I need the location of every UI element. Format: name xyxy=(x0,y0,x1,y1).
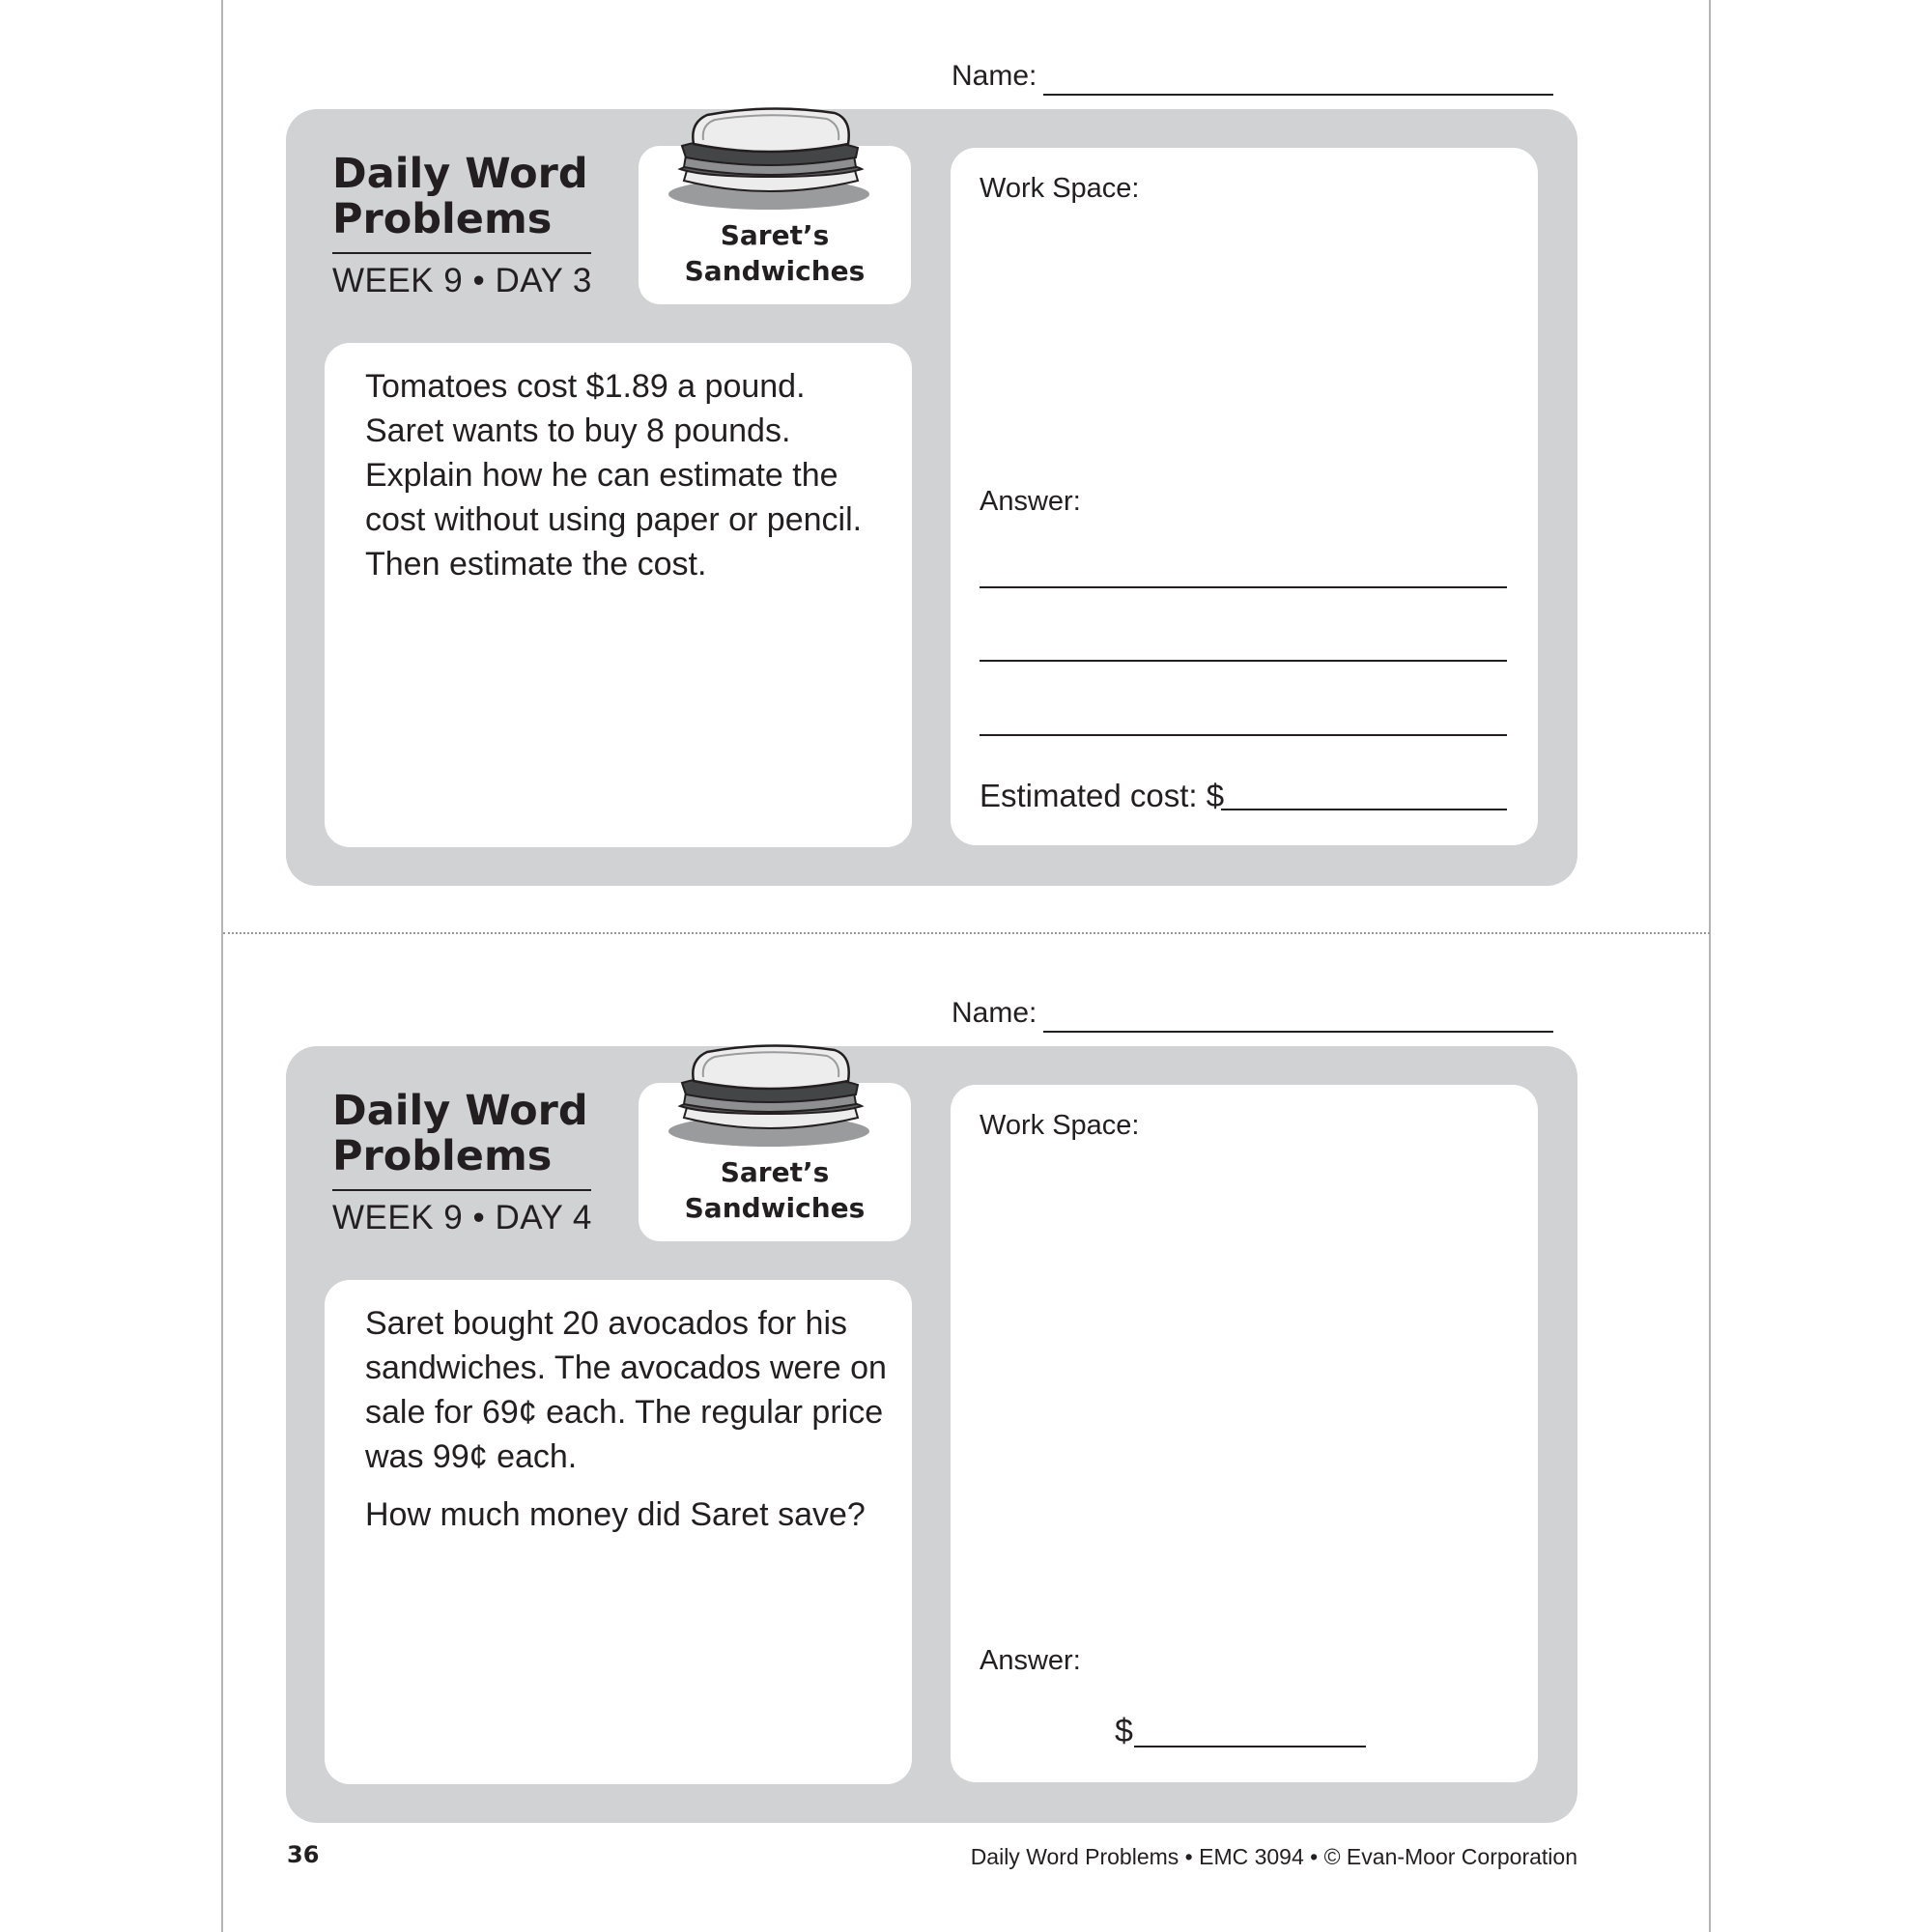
problem-paragraph: Tomatoes cost $1.89 a pound. Saret wants to buy 8 pounds. Explain how he can estimate the cost without using paper or pencil. Then estimate the cost. xyxy=(365,368,863,582)
page-right-edge xyxy=(1709,0,1711,1932)
problem-paragraph: Saret bought 20 avocados for his sandwiches. The avocados were on sale for 69¢ each. The regular price was 99¢ each. xyxy=(365,1305,887,1475)
name-field[interactable] xyxy=(1043,94,1553,96)
problem-text xyxy=(365,1301,887,1550)
name-label: Name: xyxy=(952,997,1037,1029)
answer-field[interactable] xyxy=(1134,1746,1366,1747)
title-line-1: Daily Word xyxy=(332,1087,588,1135)
name-field[interactable] xyxy=(1043,1031,1553,1033)
title-divider xyxy=(332,252,591,254)
name-row xyxy=(952,997,1037,1030)
estimated-cost-label: Estimated cost: $ xyxy=(980,778,1225,813)
week-day-label: WEEK 9 • DAY 4 xyxy=(332,1199,592,1236)
sandwich-icon xyxy=(665,1042,873,1149)
theme-line-1: Saret’s xyxy=(720,219,830,251)
answer-label: Answer: xyxy=(980,1645,1081,1676)
name-row xyxy=(952,60,1037,93)
work-space-label: Work Space: xyxy=(980,1110,1140,1141)
answer-line-2[interactable] xyxy=(980,660,1507,662)
problem-box xyxy=(325,343,912,847)
dollar-sign: $ xyxy=(1115,1713,1133,1749)
title-divider xyxy=(332,1189,591,1191)
work-space-box xyxy=(951,1085,1538,1782)
card-title xyxy=(332,1089,588,1179)
sandwich-icon xyxy=(665,105,873,212)
name-label: Name: xyxy=(952,60,1037,92)
estimated-cost-field[interactable] xyxy=(1221,809,1507,810)
card-title xyxy=(332,152,588,242)
problem-text xyxy=(365,364,887,600)
theme-line-2: Sandwiches xyxy=(684,255,866,287)
problem-card-day3 xyxy=(286,109,1577,886)
problem-box xyxy=(325,1280,912,1784)
title-line-2: Problems xyxy=(332,195,553,243)
work-space-box xyxy=(951,148,1538,845)
answer-line-1[interactable] xyxy=(980,586,1507,588)
answer-label: Answer: xyxy=(980,486,1081,517)
footer-credit: Daily Word Problems • EMC 3094 • © Evan-Moor Corporation xyxy=(970,1844,1577,1869)
problem-question: How much money did Saret save? xyxy=(365,1496,866,1533)
week-day-label: WEEK 9 • DAY 3 xyxy=(332,262,592,299)
title-line-2: Problems xyxy=(332,1132,553,1180)
page-left-edge xyxy=(221,0,223,1932)
answer-line-3[interactable] xyxy=(980,734,1507,736)
theme-line-2: Sandwiches xyxy=(684,1192,866,1224)
theme-label xyxy=(639,1154,911,1226)
title-line-1: Daily Word xyxy=(332,150,588,198)
problem-card-day4 xyxy=(286,1046,1577,1823)
theme-line-1: Saret’s xyxy=(720,1156,830,1188)
theme-label xyxy=(639,217,911,289)
cut-line xyxy=(223,932,1710,934)
page-number: 36 xyxy=(287,1841,320,1868)
work-space-label: Work Space: xyxy=(980,173,1140,204)
